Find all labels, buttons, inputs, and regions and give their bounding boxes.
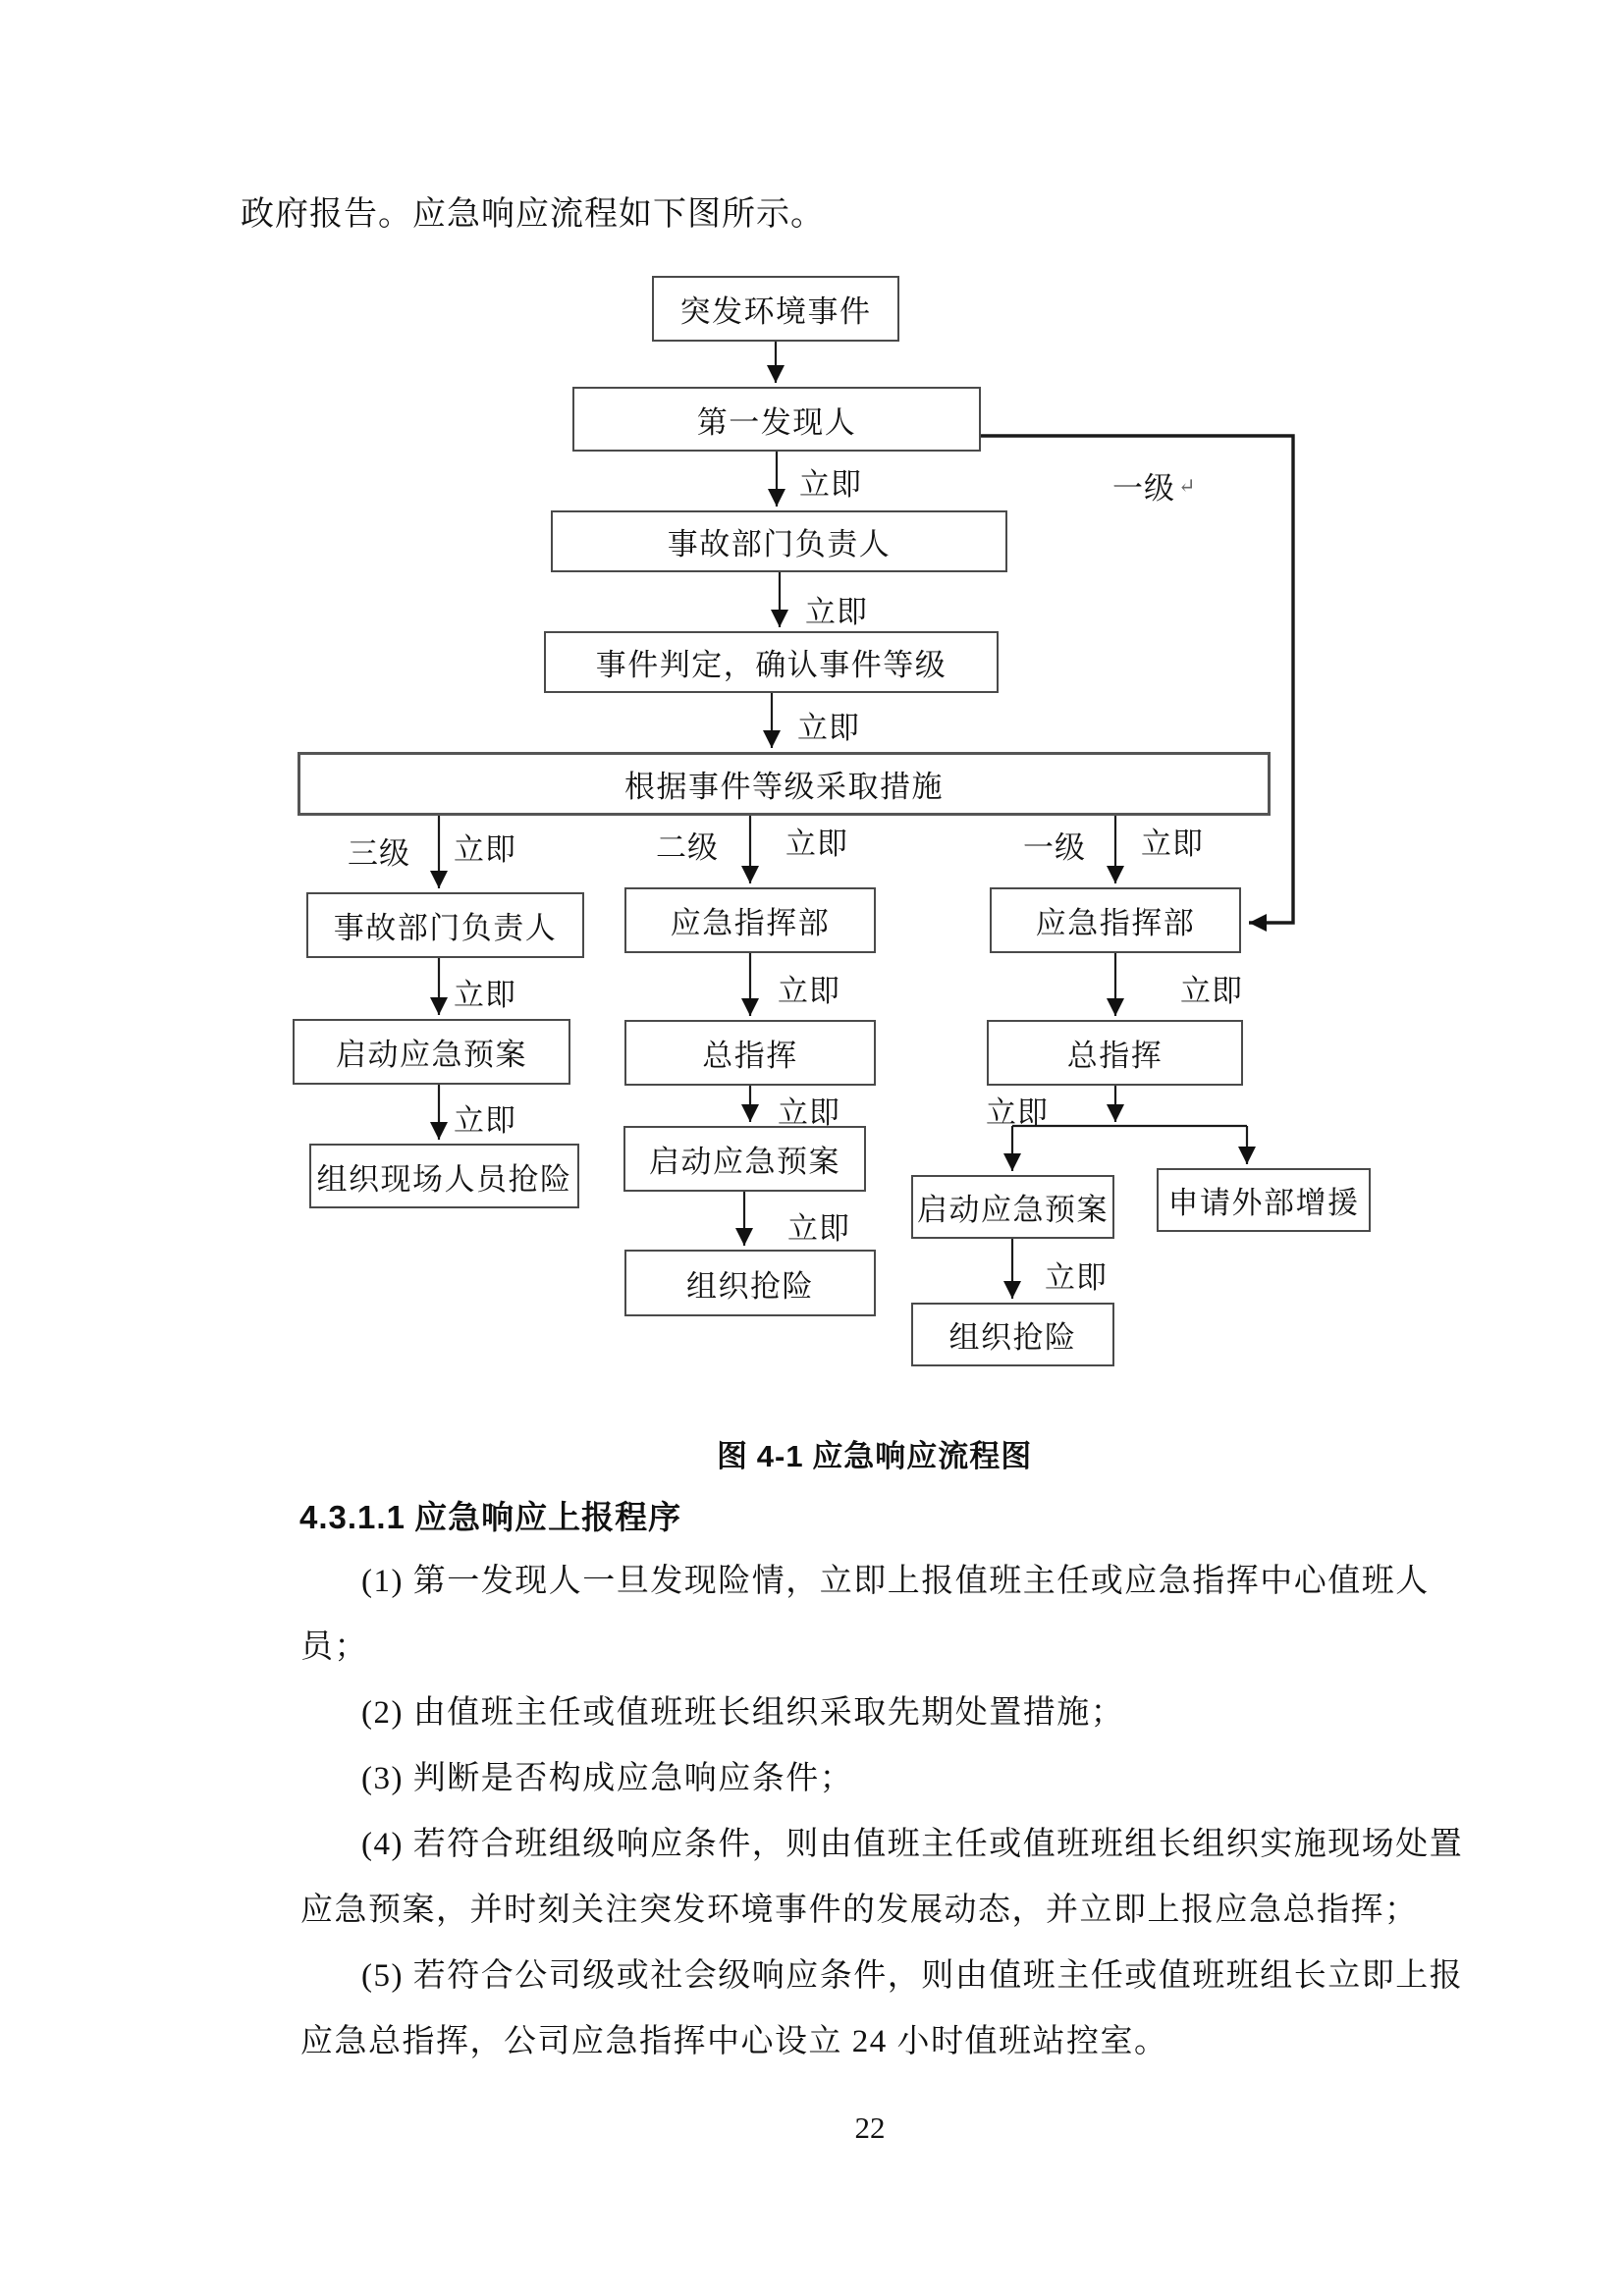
caption-prefix: 图	[717, 1439, 748, 1473]
body-line: 应急总指挥，公司应急指挥中心设立 24 小时值班站控室。	[300, 2024, 1168, 2059]
flow-node-start-emergency-plan-l3: 启动应急预案	[293, 1019, 570, 1085]
edge-label: 立即	[778, 1095, 840, 1130]
flow-node-accident-dept-head-top: 事故部门负责人	[551, 510, 1007, 572]
flow-node-accident-dept-head-l3: 事故部门负责人	[306, 892, 584, 958]
edge-label: 立即	[1180, 974, 1243, 1008]
section-title: 应急响应上报程序	[414, 1501, 682, 1536]
flow-node-chief-commander-l2: 总指挥	[624, 1020, 876, 1086]
figure-caption	[717, 1431, 1032, 1475]
flow-node-first-discoverer: 第一发现人	[572, 387, 981, 452]
flow-node-chief-commander-l1: 总指挥	[987, 1020, 1243, 1086]
flow-node-take-measures-by-level: 根据事件等级采取措施	[298, 752, 1271, 816]
flow-node-event-judgement: 事件判定，确认事件等级	[544, 631, 999, 693]
section-heading	[299, 1492, 681, 1538]
edge-label: 立即	[454, 1103, 516, 1138]
flow-node-sudden-environment-event: 突发环境事件	[652, 276, 899, 342]
edge-label: 立即	[797, 711, 860, 745]
flow-node-start-emergency-plan-l1: 启动应急预案	[911, 1175, 1114, 1239]
body-line: (4) 若符合班组级响应条件，则由值班主任或值班班组长组织实施现场处置	[361, 1827, 1464, 1862]
body-line: (2) 由值班主任或值班班长组织采取先期处置措施；	[361, 1695, 1125, 1731]
edge-label: 一级	[1023, 830, 1086, 865]
edge-label: 三级	[348, 836, 410, 871]
edge-label: 立即	[787, 1211, 850, 1246]
edge-label: 二级	[656, 830, 719, 865]
section-number: 4.3.1.1	[299, 1499, 406, 1535]
edge-label: 一级	[1112, 471, 1175, 506]
edge-label: 立即	[778, 974, 840, 1008]
flow-node-request-external-support: 申请外部增援	[1157, 1168, 1371, 1232]
edge-label: 立即	[805, 595, 868, 629]
body-line: (3) 判断是否构成应急响应条件；	[361, 1761, 854, 1796]
caption-number: 4-1	[756, 1439, 804, 1473]
edge-label: 立即	[454, 978, 516, 1012]
body-line: (5) 若符合公司级或社会级响应条件，则由值班主任或值班班组长立即上报	[361, 1958, 1464, 1994]
caption-title: 应急响应流程图	[812, 1439, 1033, 1473]
flow-node-start-emergency-plan-l2: 启动应急预案	[623, 1126, 866, 1192]
flow-node-organize-rescue-l2: 组织抢险	[624, 1250, 876, 1316]
edge-label: 立即	[799, 467, 862, 502]
flow-node-organize-onsite-rescue-l3: 组织现场人员抢险	[309, 1144, 579, 1208]
flow-node-emergency-command-l1: 应急指挥部	[990, 887, 1241, 953]
flow-node-emergency-command-l2: 应急指挥部	[624, 887, 876, 953]
page-number: 22	[854, 2110, 886, 2145]
flow-node-organize-rescue-l1: 组织抢险	[911, 1303, 1114, 1366]
edge-label: 立即	[1045, 1260, 1108, 1295]
edge-label: 立即	[785, 827, 848, 861]
edge-label: ↵	[1178, 474, 1197, 498]
edge-label: 立即	[454, 832, 516, 867]
edge-label: 立即	[1141, 827, 1204, 861]
body-line: 应急预案，并时刻关注突发环境事件的发展动态，并立即上报应急总指挥；	[300, 1893, 1419, 1928]
intro-line: 政府报告。应急响应流程如下图所示。	[241, 196, 825, 233]
edge-label: 立即	[986, 1095, 1049, 1130]
body-line: 员；	[300, 1629, 368, 1665]
body-line: (1) 第一发现人一旦发现险情，立即上报值班主任或应急指挥中心值班人	[361, 1564, 1430, 1599]
